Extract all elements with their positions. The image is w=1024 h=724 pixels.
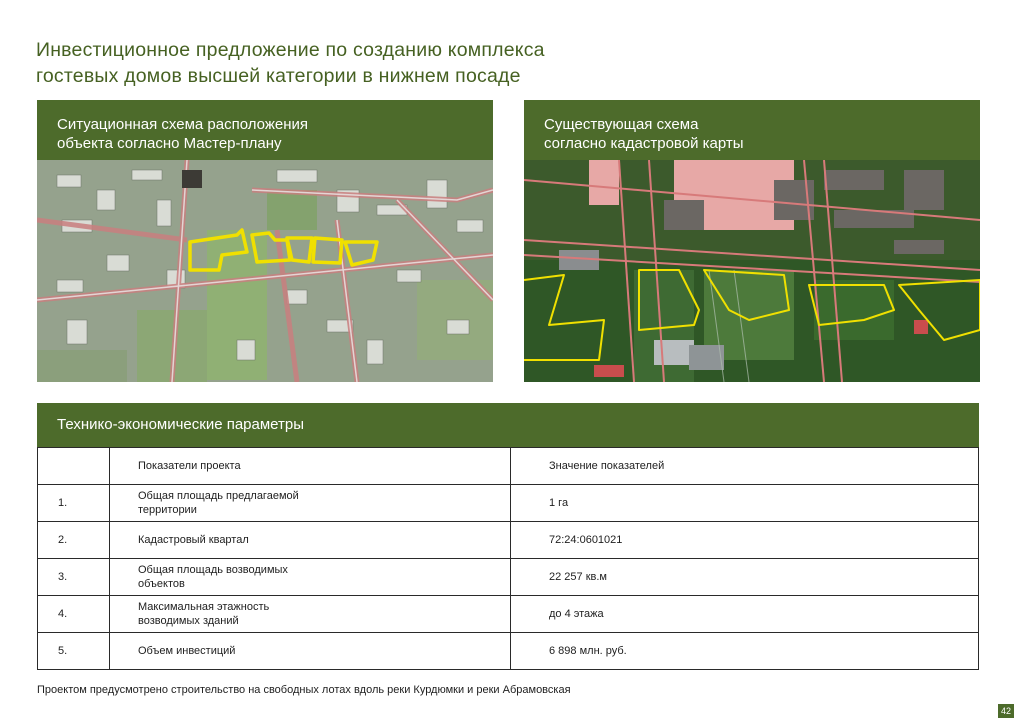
row-value: 1 га	[511, 485, 979, 522]
row-name-line-1: Максимальная этажность	[138, 601, 270, 613]
column-header-name: Показатели проекта	[110, 448, 511, 485]
row-name-line-2: объектов	[138, 578, 185, 590]
row-value: до 4 этажа	[511, 596, 979, 633]
master-plan-map	[37, 160, 493, 382]
row-name	[110, 522, 511, 559]
page-number: 42	[998, 704, 1014, 718]
column-header-number	[38, 448, 110, 485]
cadastral-panel	[524, 100, 980, 382]
table-header-row	[38, 448, 979, 485]
page-title-line-1: Инвестиционное предложение по созданию комплекса	[36, 39, 545, 61]
row-number: 2.	[38, 522, 110, 559]
row-value: 72:24:0601021	[511, 522, 979, 559]
row-name	[110, 596, 511, 633]
parameters-table	[37, 447, 979, 670]
cadastral-panel-title-line-2: согласно кадастровой карты	[544, 135, 744, 152]
master-plan-panel-header	[37, 100, 493, 160]
table-row	[38, 596, 979, 633]
master-plan-map-image	[37, 160, 493, 382]
row-number: 3.	[38, 559, 110, 596]
row-name-line-1: Общая площадь предлагаемой	[138, 490, 299, 502]
row-name-line-2: территории	[138, 504, 197, 516]
row-name-line-1: Общая площадь возводимых	[138, 564, 288, 576]
page-title-line-2: гостевых домов высшей категории в нижнем посаде	[36, 65, 521, 87]
table-heading: Технико-экономические параметры	[37, 403, 979, 447]
table-row	[38, 559, 979, 596]
column-header-value: Значение показателей	[511, 448, 979, 485]
cadastral-map-image	[524, 160, 980, 382]
row-name-line-2: возводимых зданий	[138, 615, 239, 627]
master-plan-panel-title-line-2: объекта согласно Мастер-плану	[57, 135, 282, 152]
master-plan-panel	[37, 100, 493, 382]
cadastral-panel-title-line-1: Существующая схема	[544, 116, 699, 133]
master-plan-panel-title-line-1: Ситуационная схема расположения	[57, 116, 309, 133]
row-number: 5.	[38, 633, 110, 670]
row-name	[110, 633, 511, 670]
row-name-line-1: Кадастровый квартал	[138, 534, 249, 546]
table-row	[38, 485, 979, 522]
row-name-line-1: Объем инвестиций	[138, 645, 236, 657]
table-row	[38, 633, 979, 670]
row-number: 4.	[38, 596, 110, 633]
row-value: 22 257 кв.м	[511, 559, 979, 596]
footnote: Проектом предусмотрено строительство на свободных лотах вдоль реки Курдюмки и реки Абрамовская	[37, 684, 571, 696]
cadastral-panel-header	[524, 100, 980, 160]
cadastral-map	[524, 160, 980, 382]
table-row	[38, 522, 979, 559]
row-value: 6 898 млн. руб.	[511, 633, 979, 670]
row-number: 1.	[38, 485, 110, 522]
row-name	[110, 559, 511, 596]
row-name	[110, 485, 511, 522]
page-title	[36, 37, 676, 89]
